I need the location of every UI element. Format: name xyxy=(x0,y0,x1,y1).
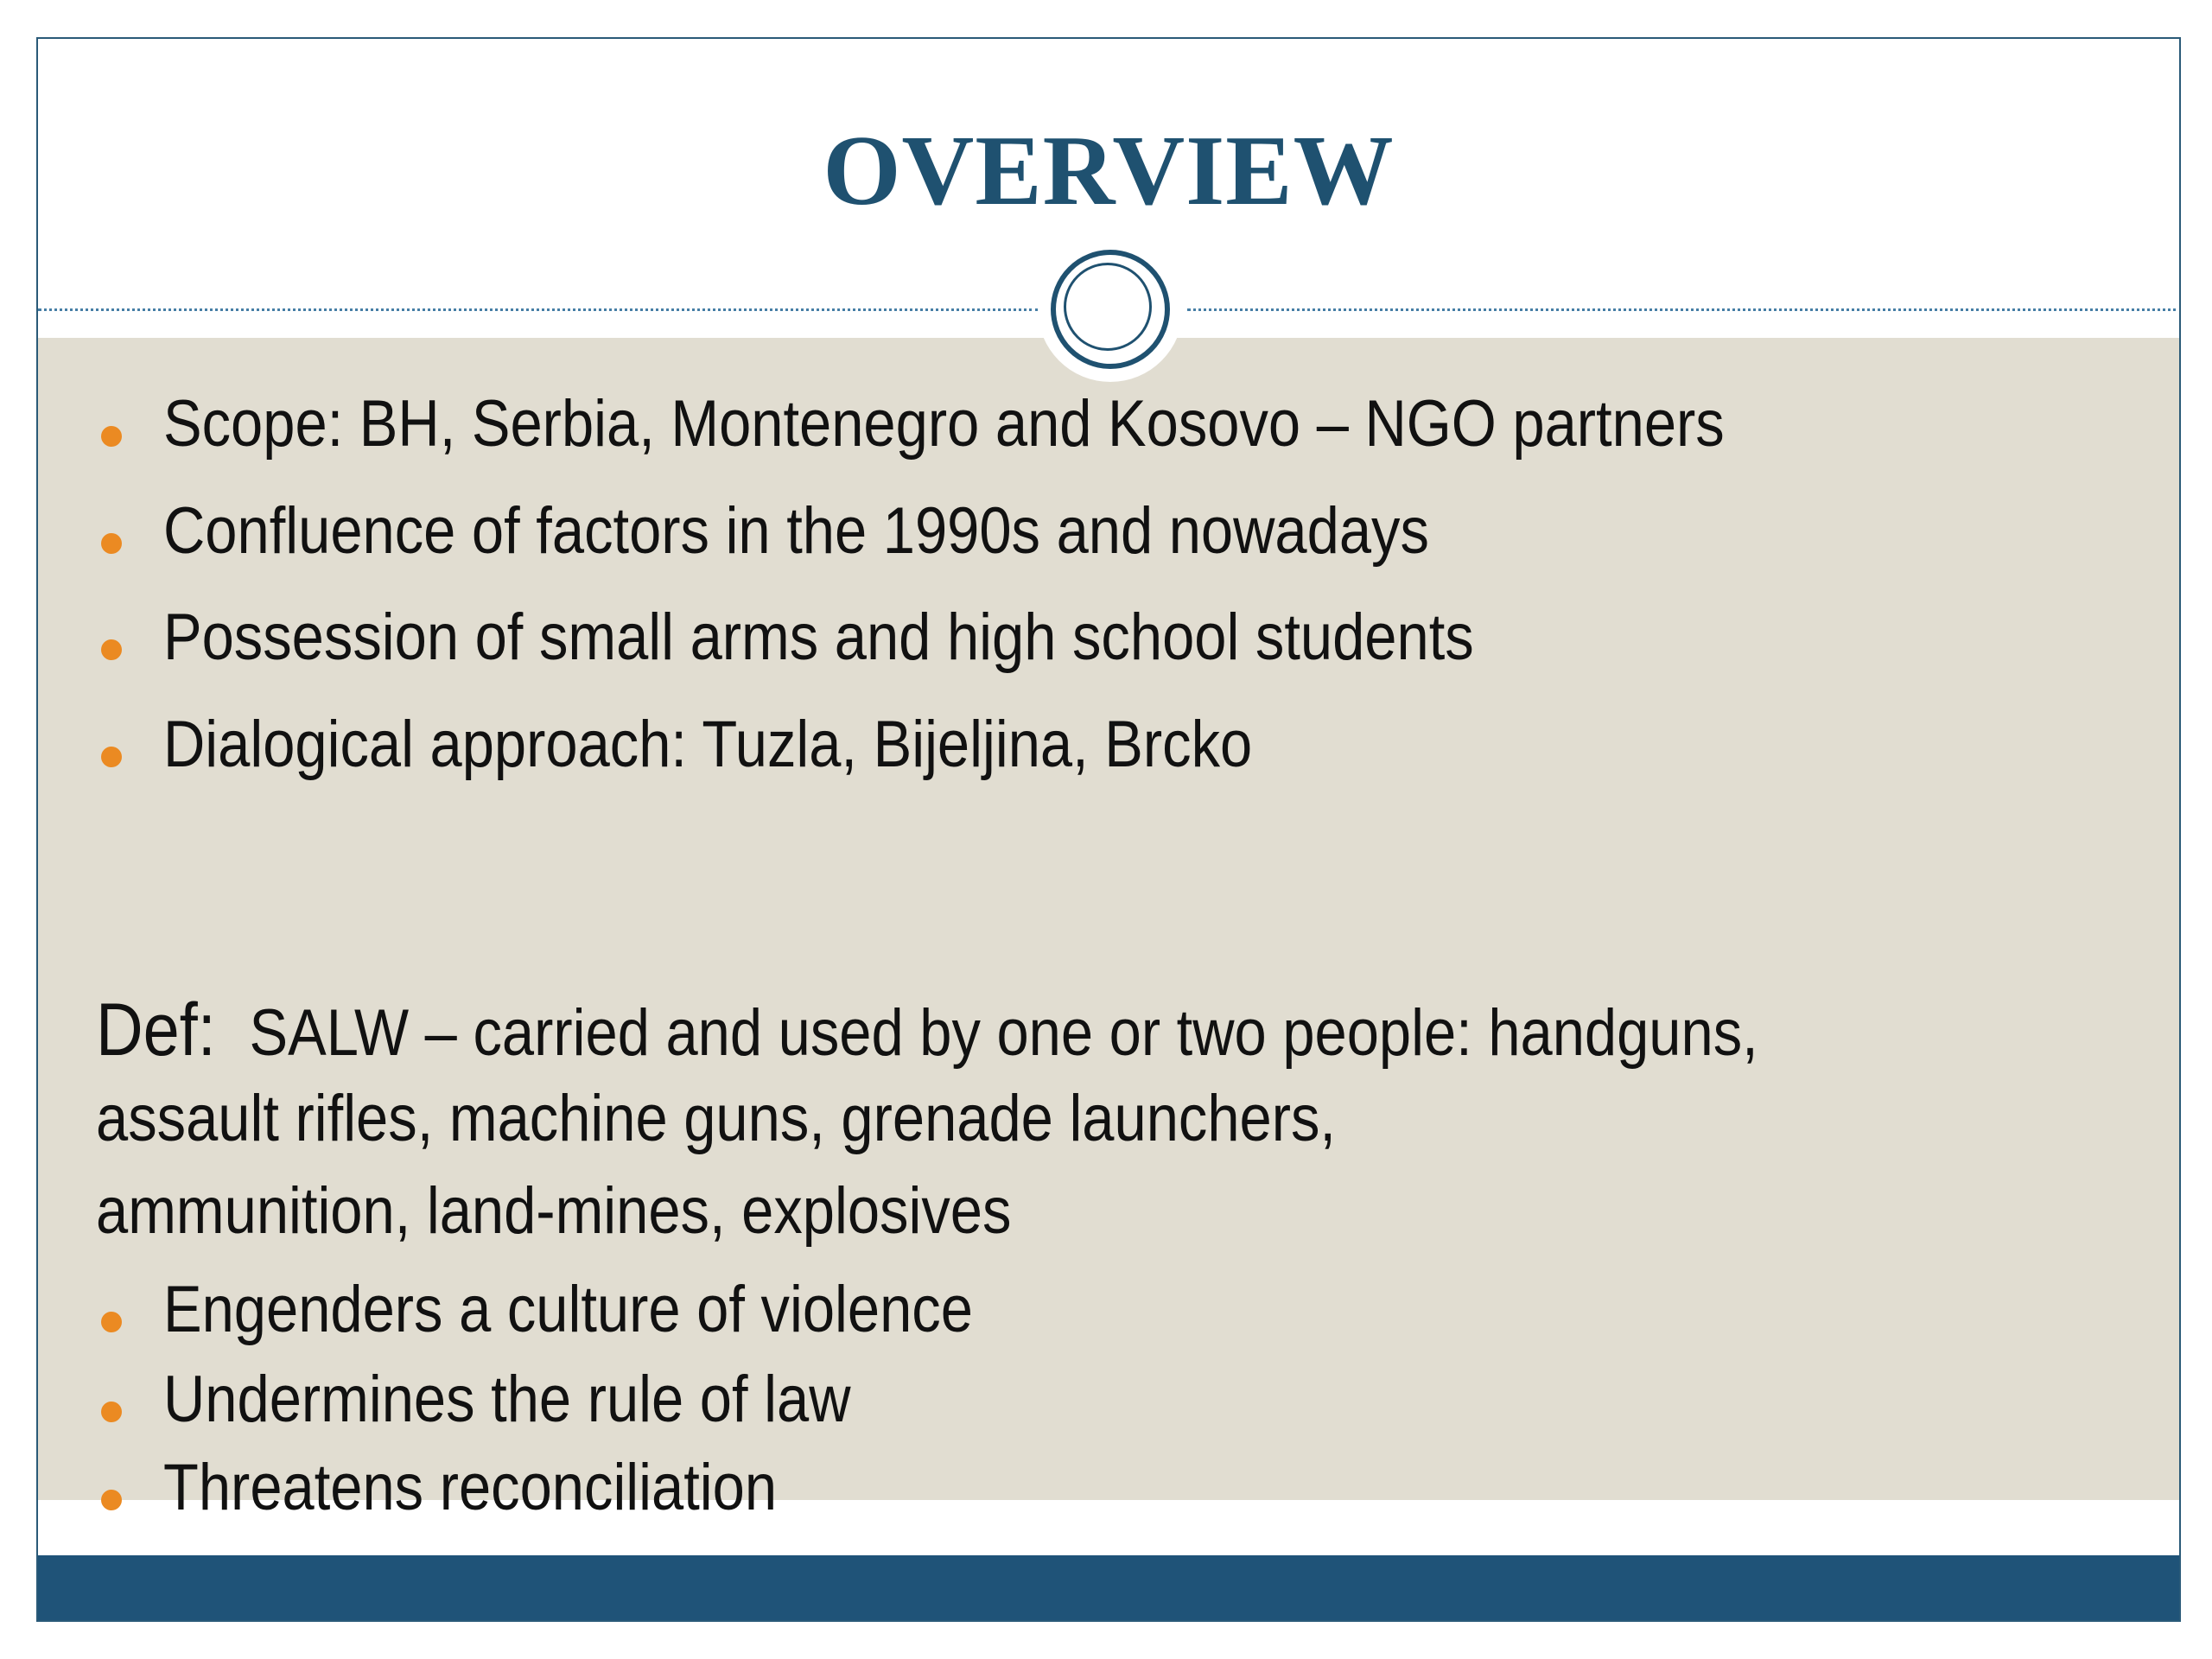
main-bullet-item xyxy=(38,387,2179,469)
slide-title: OVERVIEW xyxy=(823,116,1395,226)
bullet-text: Dialogical approach: Tuzla, Bijeljina, Brcko xyxy=(163,708,1253,781)
outer-circle-icon xyxy=(1051,250,1170,369)
orange-bullet-icon xyxy=(101,1312,122,1332)
bullet-text: Scope: BH, Serbia, Montenegro and Kosovo – NGO partners xyxy=(163,387,1725,461)
definition-line-1 xyxy=(96,988,1758,1071)
bullet-text: Confluence of factors in the 1990s and nowadays xyxy=(163,494,1429,568)
impact-bullet-item xyxy=(38,1451,2179,1533)
definition-text-line-1: SALW – carried and used by one or two people: handguns, xyxy=(249,996,1758,1070)
bullet-text: Engenders a culture of violence xyxy=(163,1273,973,1346)
presentation-slide xyxy=(36,37,2181,1622)
main-bullet-item xyxy=(38,601,2179,683)
main-bullet-item xyxy=(38,708,2179,790)
right-dotted-divider xyxy=(1187,308,2181,311)
orange-bullet-icon xyxy=(101,426,122,447)
definition-text-line-2: assault rifles, machine guns, grenade launchers, xyxy=(96,1082,1337,1155)
orange-bullet-icon xyxy=(101,747,122,767)
bullet-text: Threatens reconciliation xyxy=(163,1451,778,1524)
impact-bullet-item xyxy=(38,1363,2179,1445)
definition-text-line-3: ammunition, land-mines, explosives xyxy=(96,1174,1012,1248)
impact-bullet-item xyxy=(38,1273,2179,1355)
orange-bullet-icon xyxy=(101,1402,122,1422)
inner-circle-icon xyxy=(1064,263,1152,351)
definition-label: Def: xyxy=(96,988,216,1071)
main-bullet-item xyxy=(38,494,2179,576)
orange-bullet-icon xyxy=(101,533,122,554)
orange-bullet-icon xyxy=(101,1490,122,1510)
circle-ornament-icon xyxy=(1038,237,1183,382)
left-dotted-divider xyxy=(38,308,1039,311)
orange-bullet-icon xyxy=(101,639,122,660)
bullet-text: Undermines the rule of law xyxy=(163,1363,851,1436)
footer-bar xyxy=(38,1555,2179,1622)
bullet-text: Possession of small arms and high school students xyxy=(163,601,1474,674)
